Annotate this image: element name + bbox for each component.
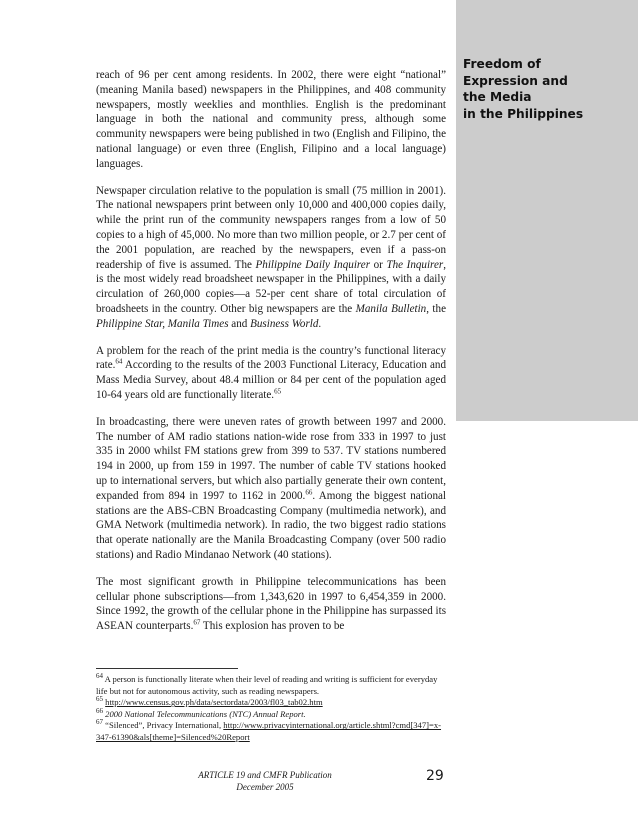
- url-text: http://www.census.gov.ph/data/sectordata/2003/fl03_tab02.htm: [105, 697, 323, 708]
- text-run: Philippine Daily Inquirer: [255, 258, 371, 271]
- sidebar-title-line: Expression and: [463, 73, 568, 88]
- footnote-ref: 67: [193, 618, 201, 627]
- text-run: , is the most widely read broadsheet newspaper in the Philippines, with a daily circulation of 260,000 copies—a 52-per cent share of total circulation of broadsheets in the country. Other big newspapers are the: [96, 258, 446, 315]
- footnote-ref: 67: [96, 718, 103, 727]
- footnote-ref: 64: [96, 672, 103, 681]
- text-run: The most significant growth in Philippine telecommunications has been cellular phone subscriptions—from 1,343,620 in 1997 to 6,454,359 in 2000. Since 1992, the growth of the cellular phone in the Philippine has surpassed its ASEAN counterparts.: [96, 575, 447, 633]
- paragraph: [96, 184, 446, 332]
- text-run: Business World: [250, 317, 319, 330]
- url-text: http://www.privacyinternational.org/article.shtml?cmd[347]=x-347-61390&als[theme]=Silenced%20Report: [96, 720, 442, 742]
- footnote-ref: 66: [305, 488, 313, 497]
- footnote-ref: 65: [96, 695, 103, 704]
- body-text: [96, 68, 446, 646]
- text-run: “Silenced”, Privacy International,: [103, 720, 224, 731]
- text-run: Manila Bulletin: [355, 302, 427, 315]
- footnote: [96, 674, 446, 697]
- text-run: A person is functionally literate when their level of reading and writing is sufficient for everyday life but not for autonomous activity, such as reading newspapers.: [96, 674, 438, 696]
- sidebar-title: [463, 56, 633, 122]
- footnote: [96, 720, 446, 743]
- paragraph: [96, 415, 446, 563]
- text-run: According to the results of the 2003 Functional Literacy, Education and Mass Media Survey, about 48.4 million or 84 per cent of the population aged 10-64 years old are functionally literate.: [96, 359, 446, 401]
- footer-date: December 2005: [236, 781, 294, 792]
- text-run: 2000 National Telecommunications (NTC) Annual Report.: [105, 708, 306, 719]
- page-number: 29: [426, 768, 444, 784]
- text-run: Newspaper circulation relative to the population is small (75 million in 2001). The national newspapers print between only 10,000 and 400,000 copies daily, while the print run of the community newspapers ranges from a low of 50 copies to a high of 45,000. No more than two million people, or 2.7 per cent of the 2001 population, are reached by the newspapers, even if a pass-on readership of five is assumed. The: [96, 184, 446, 271]
- footnotes: [96, 674, 446, 744]
- footnote: [96, 697, 446, 709]
- footnote-ref: 66: [96, 706, 103, 715]
- text-run: The Inquirer: [386, 258, 444, 271]
- paragraph: [96, 344, 446, 403]
- text-run: . Among the biggest national stations are the ABS-CBN Broadcasting Company (multimedia network), and GMA Network (multimedia network). In radio, the two biggest radio stations that operate nationally are the Manila Broadcasting Company (over 500 radio stations) and Radio Mindanao Network (40 stations).: [96, 489, 447, 561]
- footnote-ref: 64: [115, 357, 123, 366]
- text-run: In broadcasting, there were uneven rates of growth between 1997 and 2000. The number of AM radio stations nation-wide rose from 333 in 1997 to just 335 in 2000 whilst FM stations grew from 399 to 537. TV stations numbered 194 in 2000, up from 159 in 1997. The number of cable TV stations hooked up to international servers, but which also partially generate their own content, expanded from 894 in 1997 to 1162 in 2000.: [96, 415, 446, 502]
- footer-publication: ARTICLE 19 and CMFR Publication: [198, 770, 332, 780]
- sidebar-title-line: the Media: [463, 90, 532, 104]
- text-run: and: [228, 317, 251, 330]
- text-run: .: [318, 317, 322, 330]
- text-run: reach of 96 per cent among residents. In 2002, there were eight “national” (meaning Manila based) newspapers in the Philippines, and 408 community newspapers, mostly weeklies and monthlies. English is the predominant language in both the national and community press, although some community newspapers were being published in two (English and Filipino, the national language) or even three (English, Filipino and a local language) languages.: [96, 69, 446, 170]
- sidebar-title-line: Freedom of: [463, 57, 541, 71]
- footnote: [96, 706, 446, 721]
- paragraph: [96, 68, 446, 172]
- footnote-divider: [96, 668, 238, 669]
- sidebar-title-line: in the Philippines: [463, 106, 584, 121]
- text-run: A problem for the reach of the print media is the country’s functional literacy rate.: [96, 344, 446, 372]
- text-run: This explosion has proven to be: [200, 620, 345, 633]
- text-run: , the: [426, 302, 446, 315]
- page-footer: [175, 770, 355, 793]
- text-run: or: [370, 258, 387, 271]
- paragraph: [96, 575, 446, 634]
- text-run: Philippine Star, Manila Times: [96, 317, 229, 330]
- footnote-ref: 65: [274, 387, 282, 396]
